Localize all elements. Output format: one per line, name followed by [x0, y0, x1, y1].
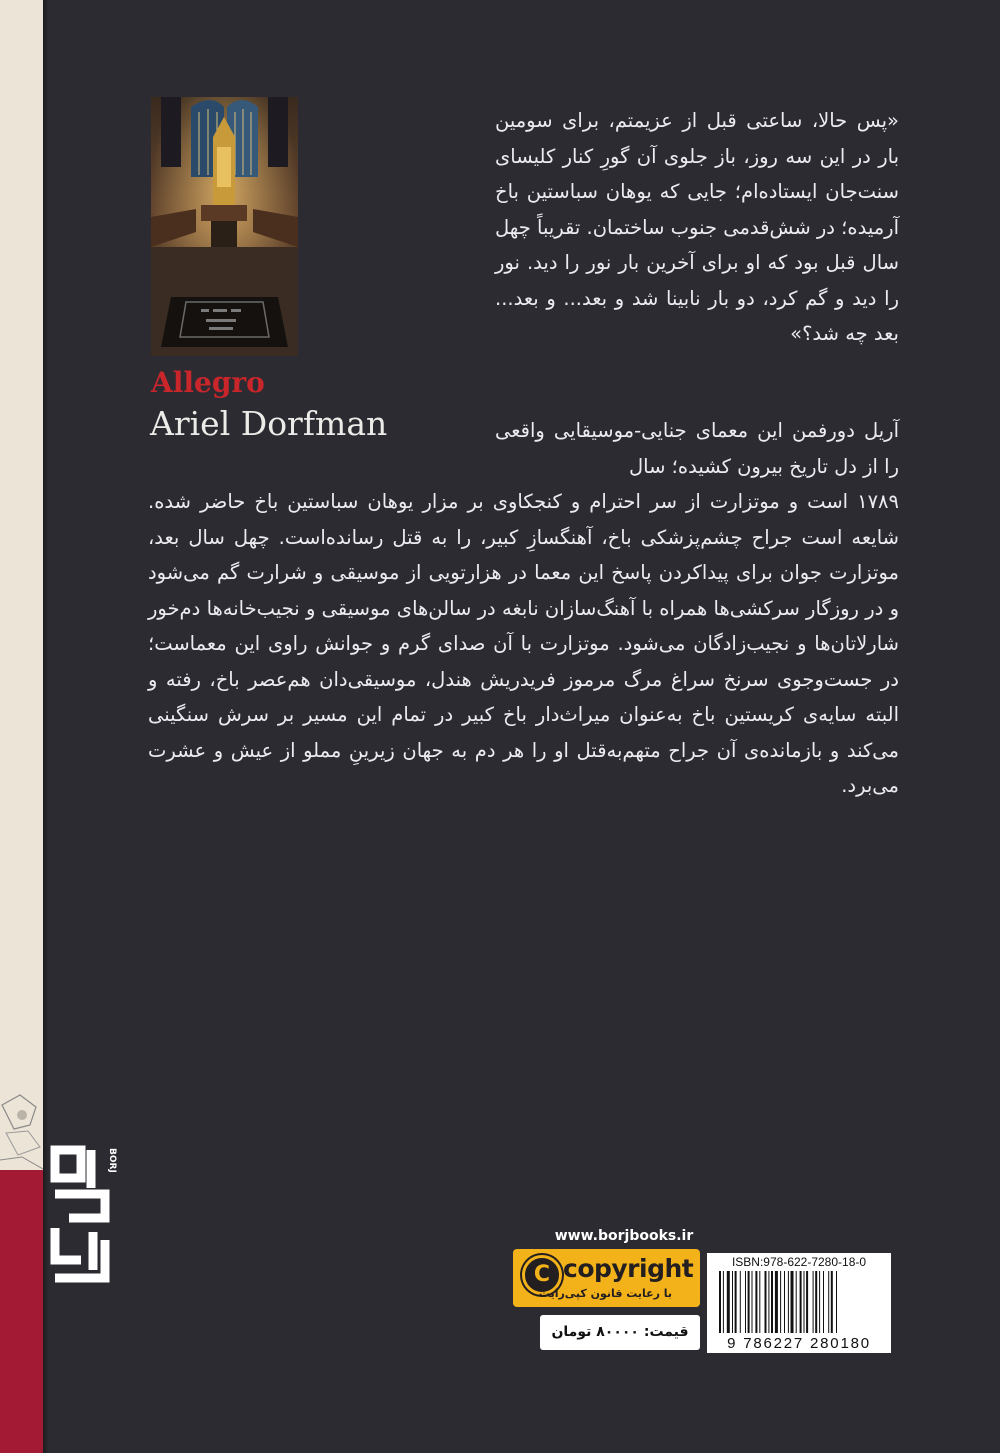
barcode-bar [804, 1271, 805, 1333]
barcode-bar [780, 1271, 781, 1333]
svg-text:BORJ: BORJ [107, 1148, 117, 1173]
blurb-paragraph-intro: آریل دورفمن این معمای جنایی-موسیقایی واقعی را از دل تاریخ بیرون کشیده؛ سال [495, 419, 899, 478]
barcode-bar [806, 1271, 808, 1333]
barcode-bars [719, 1271, 879, 1333]
price-label: قیمت: ۸۰۰۰۰ تومان [540, 1315, 700, 1350]
isbn-text: ISBN:978-622-7280-18-0 [731, 1255, 867, 1269]
barcode-bar [771, 1271, 773, 1333]
barcode-bar [768, 1271, 769, 1333]
barcode-bar [836, 1271, 837, 1333]
barcode-panel [707, 1253, 891, 1353]
barcode-bar [735, 1271, 737, 1333]
barcode-bar [828, 1271, 829, 1333]
blurb-paragraph-body: ۱۷۸۹ است و موتزارت از سر احترام و کنجکاوی بر مزار یوهان سباستین باخ حاضر شده. شایعه است جراح چشم‌پزشکی باخ، آهنگسازِ کبیر، را به قتل رسانده‌است. چهل سال بعد، موتزارت جوان برای پیداکردن پاسخ این معما در هزارتویی از موسیقی و شرارت گم می‌شود و در روزگار سرکشی‌ها همراه با آهنگ‌سازان نابغه در سالن‌های موسیقی و نجیب‌خانه‌ها دم‌خور شارلاتان‌ها و نجیب‌زادگان می‌شود. موتزارت با آن صدای گرم و جوانش راوی این معماست؛ در جست‌وجوی سرنخ سراغ مرگ مرموز فریدریش هندل، موسیقی‌دان هم‌عصر باخ، رفته و البته سایه‌ی کریستین باخ به‌عنوان میراث‌دار باخ کبیر در تمام این مسیر بر سرش سنگینی می‌کند و بازمانده‌ی آن جراح متهم‌به‌قتل او را هر دم به جهان زیرینِ مملو از عیش و عشرت می‌برد. [148, 490, 899, 797]
copyright-symbol: C [533, 1262, 551, 1287]
copyright-subtitle: با رعایت قانون کپی‌رایت [538, 1287, 673, 1300]
barcode-bar [788, 1271, 789, 1333]
barcode-bar [823, 1271, 824, 1333]
barcode-bar [745, 1271, 746, 1333]
barcode-bar [740, 1271, 741, 1333]
barcode-bar [755, 1271, 757, 1333]
barcode-digits: 9 786227 280180 [727, 1335, 871, 1352]
barcode-bar [791, 1271, 794, 1333]
barcode-bar [819, 1271, 820, 1333]
barcode-bar [759, 1271, 760, 1333]
barcode-bar [775, 1271, 778, 1333]
barcode-bar [813, 1271, 814, 1333]
book-title: Allegro [151, 366, 265, 399]
barcode-bar [800, 1271, 802, 1333]
borj-logo [47, 1142, 117, 1288]
barcode-bar [765, 1271, 767, 1333]
spine-sketch-illustration [0, 1085, 43, 1175]
barcode-bar [748, 1271, 750, 1333]
spine-red-band [0, 1170, 43, 1453]
church-interior-photo [151, 97, 298, 356]
publisher-website: www.borjbooks.ir [554, 1228, 694, 1244]
barcode-bar [727, 1271, 730, 1333]
book-author: Ariel Dorfman [150, 404, 388, 443]
barcode-bar [723, 1271, 724, 1333]
copyright-badge [513, 1249, 700, 1307]
barcode-bar [796, 1271, 797, 1333]
barcode-bar [831, 1271, 833, 1333]
blurb-quote: «پس حالا، ساعتی قبل از عزیمتم، برای سومین بار در این سه روز، باز جلوی آن گورِ کنار کلیسای سنت‌جان ایستاده‌ام؛ جایی که یوهان سباستین باخ آرمیده؛ در شش‌قدمی جنوب ساختمان. تقریباً چهل سال قبل بود که او برای آخرین بار نور را دید. نور را دید و گم کرد، دو بار نابینا شد و بعد... و بعد... بعد چه شد؟» [495, 109, 899, 345]
barcode-bar [752, 1271, 753, 1333]
barcode-bar [784, 1271, 785, 1333]
copyright-word: copyright [563, 1254, 694, 1283]
barcode-bar [732, 1271, 733, 1333]
barcode-bar [815, 1271, 817, 1333]
barcode-bar [719, 1271, 721, 1333]
